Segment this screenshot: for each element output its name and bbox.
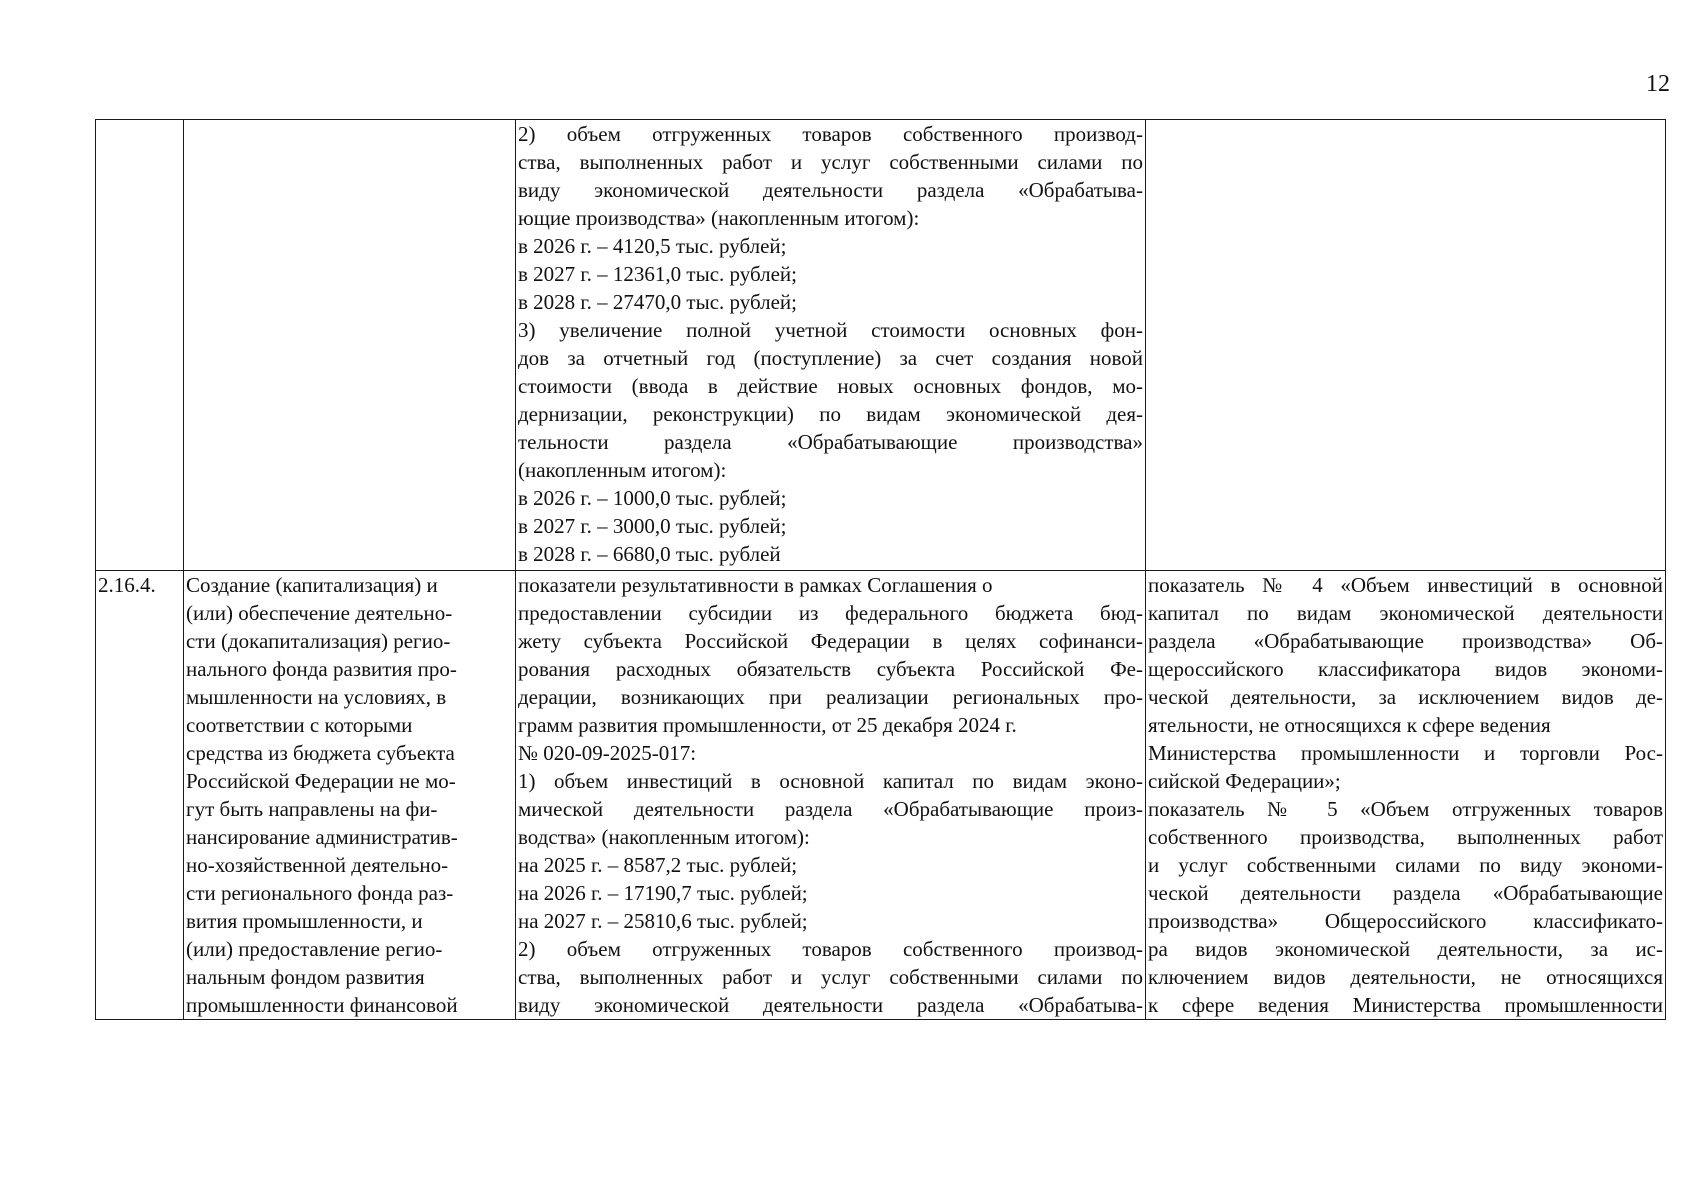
text-line: ра видов экономической деятельности, за ис- — [1148, 937, 1663, 961]
text-line: ятельности, не относящихся к сфере ведения — [1148, 713, 1551, 737]
text-line: 1) объем инвестиций в основной капитал по видам эконо- — [518, 769, 1143, 793]
text-line: щероссийского классификатора видов экономи- — [1148, 657, 1663, 681]
text-line: тельности раздела «Обрабатывающие производства» — [518, 430, 1143, 454]
text-line: дернизации, реконструкции) по видам экономической дея- — [518, 402, 1143, 426]
text-line: жету субъекта Российской Федерации в целях софинанси- — [518, 629, 1143, 653]
text-line: показатель № 4 «Объем инвестиций в основной — [1148, 573, 1663, 597]
text-line: рования расходных обязательств субъекта Российской Фе- — [518, 657, 1143, 681]
text-line: Министерства промышленности и торговли Рос- — [1148, 741, 1663, 765]
cell-text — [516, 120, 1146, 571]
text-line: водства» (накопленным итогом): — [518, 825, 810, 849]
text-line: на 2026 г. – 17190,7 тыс. рублей; — [518, 881, 808, 905]
text-line: промышленности финансовой — [186, 993, 458, 1017]
text-line: дов за отчетный год (поступление) за счет создания новой — [518, 346, 1143, 370]
text-line: в 2027 г. – 12361,0 тыс. рублей; — [518, 262, 797, 286]
page-number: 12 — [1646, 71, 1670, 97]
text-line: стоимости (ввода в действие новых основных фондов, мо- — [518, 374, 1143, 398]
text-line: сти (докапитализация) регио- — [186, 629, 451, 653]
text-line: раздела «Обрабатывающие производства» Об- — [1148, 629, 1663, 653]
text-line: нального фонда развития про- — [186, 657, 457, 681]
text-line: мышленности на условиях, в — [186, 685, 447, 709]
text-line: нальным фондом развития — [186, 965, 425, 989]
text-line: средства из бюджета субъекта — [186, 741, 455, 765]
text-line: грамм развития промышленности, от 25 декабря 2024 г. — [518, 713, 1017, 737]
text-line: соответствии с которыми — [186, 713, 413, 737]
cell-name — [184, 120, 516, 571]
text-line: (или) предоставление регио- — [186, 937, 443, 961]
cell-text — [516, 571, 1146, 1020]
cell-name — [184, 571, 516, 1020]
table-row — [96, 571, 1666, 1020]
text-line: показатель № 5 «Объем отгруженных товаров — [1148, 797, 1663, 821]
text-line: Российской Федерации не мо- — [186, 769, 456, 793]
text-line: но-хозяйственной деятельно- — [186, 853, 449, 877]
text-line: 3) увеличение полной учетной стоимости основных фон- — [518, 318, 1143, 342]
document-table — [95, 119, 1666, 1020]
cell-number: 2.16.4. — [96, 571, 184, 1020]
text-line: производства» Общероссийского классификато- — [1148, 909, 1663, 933]
text-line: в 2027 г. – 3000,0 тыс. рублей; — [518, 514, 787, 538]
text-line: ческой деятельности раздела «Обрабатывающие — [1148, 881, 1663, 905]
text-line: в 2026 г. – 1000,0 тыс. рублей; — [518, 486, 787, 510]
text-line: ющие производства» (накопленным итогом): — [518, 206, 920, 230]
text-line: ства, выполненных работ и услуг собственными силами по — [518, 965, 1143, 989]
text-line: собственного производства, выполненных работ — [1148, 825, 1663, 849]
text-line: нансирование административ- — [186, 825, 458, 849]
text-line: предоставлении субсидии из федерального бюджета бюд- — [518, 601, 1143, 625]
text-line: 2) объем отгруженных товаров собственного производ- — [518, 122, 1143, 146]
text-line: ключением видов деятельности, не относящихся — [1148, 965, 1663, 989]
text-line: гут быть направлены на фи- — [186, 797, 438, 821]
text-line: сти регионального фонда раз- — [186, 881, 454, 905]
text-line: (накопленным итогом): — [518, 458, 727, 482]
text-line: Создание (капитализация) и — [186, 573, 438, 597]
cell-indicators — [1146, 120, 1666, 571]
text-line: капитал по видам экономической деятельности — [1148, 601, 1663, 625]
text-line: в 2028 г. – 27470,0 тыс. рублей; — [518, 290, 797, 314]
text-line: на 2027 г. – 25810,6 тыс. рублей; — [518, 909, 808, 933]
text-line: к сфере ведения Министерства промышленности — [1148, 993, 1663, 1017]
text-line: дерации, возникающих при реализации региональных про- — [518, 685, 1143, 709]
cell-indicators — [1146, 571, 1666, 1020]
text-line: виду экономической деятельности раздела «Обрабатыва- — [518, 178, 1143, 202]
text-line: и услуг собственными силами по виду экономи- — [1148, 853, 1663, 877]
text-line: в 2026 г. – 4120,5 тыс. рублей; — [518, 234, 787, 258]
text-line: ческой деятельности, за исключением видов де- — [1148, 685, 1663, 709]
text-line: вития промышленности, и — [186, 909, 423, 933]
text-line: на 2025 г. – 8587,2 тыс. рублей; — [518, 853, 798, 877]
text-line: сийской Федерации»; — [1148, 769, 1341, 793]
text-line: (или) обеспечение деятельно- — [186, 601, 453, 625]
text-line: виду экономической деятельности раздела «Обрабатыва- — [518, 993, 1143, 1017]
text-line: в 2028 г. – 6680,0 тыс. рублей — [518, 542, 781, 566]
table-row-continued — [96, 120, 1666, 571]
text-line: мической деятельности раздела «Обрабатывающие произ- — [518, 797, 1143, 821]
text-line: показатели результативности в рамках Соглашения о — [518, 573, 993, 597]
text-line: № 020-09-2025-017: — [518, 741, 697, 765]
cell-number — [96, 120, 184, 571]
text-line: 2) объем отгруженных товаров собственного производ- — [518, 937, 1143, 961]
text-line: ства, выполненных работ и услуг собственными силами по — [518, 150, 1143, 174]
